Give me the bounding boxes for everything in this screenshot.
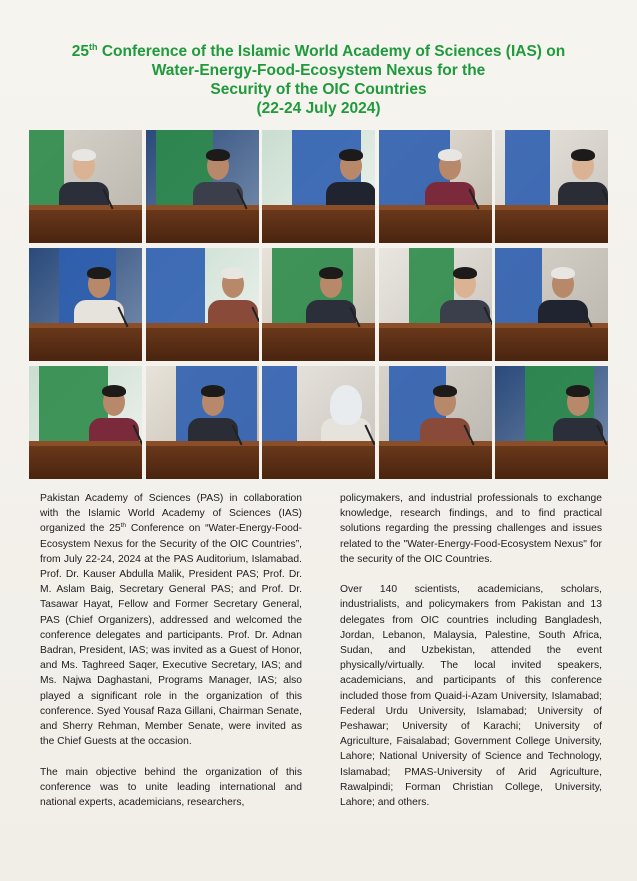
left-paragraph-2: The main objective behind the organization of this conference was to unite leading international and national experts, academicians, researchers, bbox=[40, 766, 302, 809]
conference-photo-11 bbox=[29, 366, 142, 479]
conference-photo-5 bbox=[495, 130, 608, 243]
conference-photo-12 bbox=[146, 366, 259, 479]
title-line-3: Security of the OIC Countries bbox=[210, 81, 427, 98]
conference-photo-7 bbox=[146, 248, 259, 361]
conference-photo-3 bbox=[262, 130, 375, 243]
right-paragraph-2: Over 140 scientists, academicians, scholars, industrialists, and policymakers from Pakistan and 13 delegates from OIC countries including Bangladesh, Jordan, Lebanon, Malaysia, Palestine, South Africa, Sudan, and Uzbekistan, attended the event physically/virtually. The local invited speakers, academicians, and participants of this conference included those from Quaid-i-Azam University, Islamabad; Federal Urdu University, Islamabad; University of Peshawar; University of Karachi; University of Agriculture, Faisalabad; Government College University, Lahore; National University of Science and Technology, Islamabad; PMAS-University of Arid Agriculture, Rawalpindi; Forman Christian College, University, Lahore; and others. bbox=[340, 584, 602, 809]
page-title bbox=[20, 38, 617, 118]
title-line-1 bbox=[20, 38, 617, 61]
left-p1-part-b: Conference on “Water-Energy-Food-Ecosystem Nexus for the Security of the OIC Countries”, from July 22-24, 2024 at the PAS Auditorium, Islamabad. Prof. Dr. Kauser Abdulla Malik, President PAS; Prof. Dr. M. Aslam Baig, Secretary General PAS; and Prof. Dr. Tasawar Hayat, Fellow and Former Secretary General, PAS (Chief Organizers), addressed and welcomed the conference delegates and participants. Prof. Dr. Adnan Badran, President, IAS; was invited as a Guest of Honor, and Ms. Taghreed Saqer, Executive Secretary, IAS; and Ms. Najwa Daghastani, Programs Manager, IAS; also played a significant role in the organization of this conference. Syed Yousaf Raza Gillani, Chairman Senate, and Sherry Rehman, Member Senate, were invited as the Chief Guests at the occasion. bbox=[40, 523, 302, 748]
conference-photo-10 bbox=[495, 248, 608, 361]
title-line-2: Water-Energy-Food-Ecosystem Nexus for the bbox=[151, 62, 486, 79]
conference-photo-13 bbox=[262, 366, 375, 479]
conference-photo-1 bbox=[29, 130, 142, 243]
title-ordinal-suffix: th bbox=[89, 42, 98, 52]
conference-photo-4 bbox=[379, 130, 492, 243]
conference-photo-2 bbox=[146, 130, 259, 243]
title-line-1-rest: Conference of the Islamic World Academy of Sciences (IAS) on bbox=[97, 43, 566, 60]
left-paragraph-1 bbox=[40, 491, 302, 749]
title-ordinal: 25 bbox=[71, 43, 90, 60]
text-column-left bbox=[40, 491, 302, 825]
text-column-right bbox=[340, 491, 602, 825]
conference-photo-6 bbox=[29, 248, 142, 361]
left-p1-sup: th bbox=[120, 522, 127, 530]
conference-photo-9 bbox=[379, 248, 492, 361]
conference-photo-14 bbox=[379, 366, 492, 479]
left-p1-part-a: Pakistan Academy of Sciences (PAS) in collaboration with the Islamic World Academy of Sciences (IAS) organized the 25 bbox=[40, 493, 302, 535]
photo-grid bbox=[29, 130, 608, 479]
title-line-4: (22-24 July 2024) bbox=[256, 100, 381, 117]
conference-photo-15 bbox=[495, 366, 608, 479]
right-paragraph-1: policymakers, and industrial professionals to exchange knowledge, research findings, and to find practical solutions regarding the pressing challenges and issues related to the "Water-Energy-Food-Ecosystem Nexus" for the security of the OIC Countries. bbox=[340, 493, 602, 565]
conference-photo-8 bbox=[262, 248, 375, 361]
